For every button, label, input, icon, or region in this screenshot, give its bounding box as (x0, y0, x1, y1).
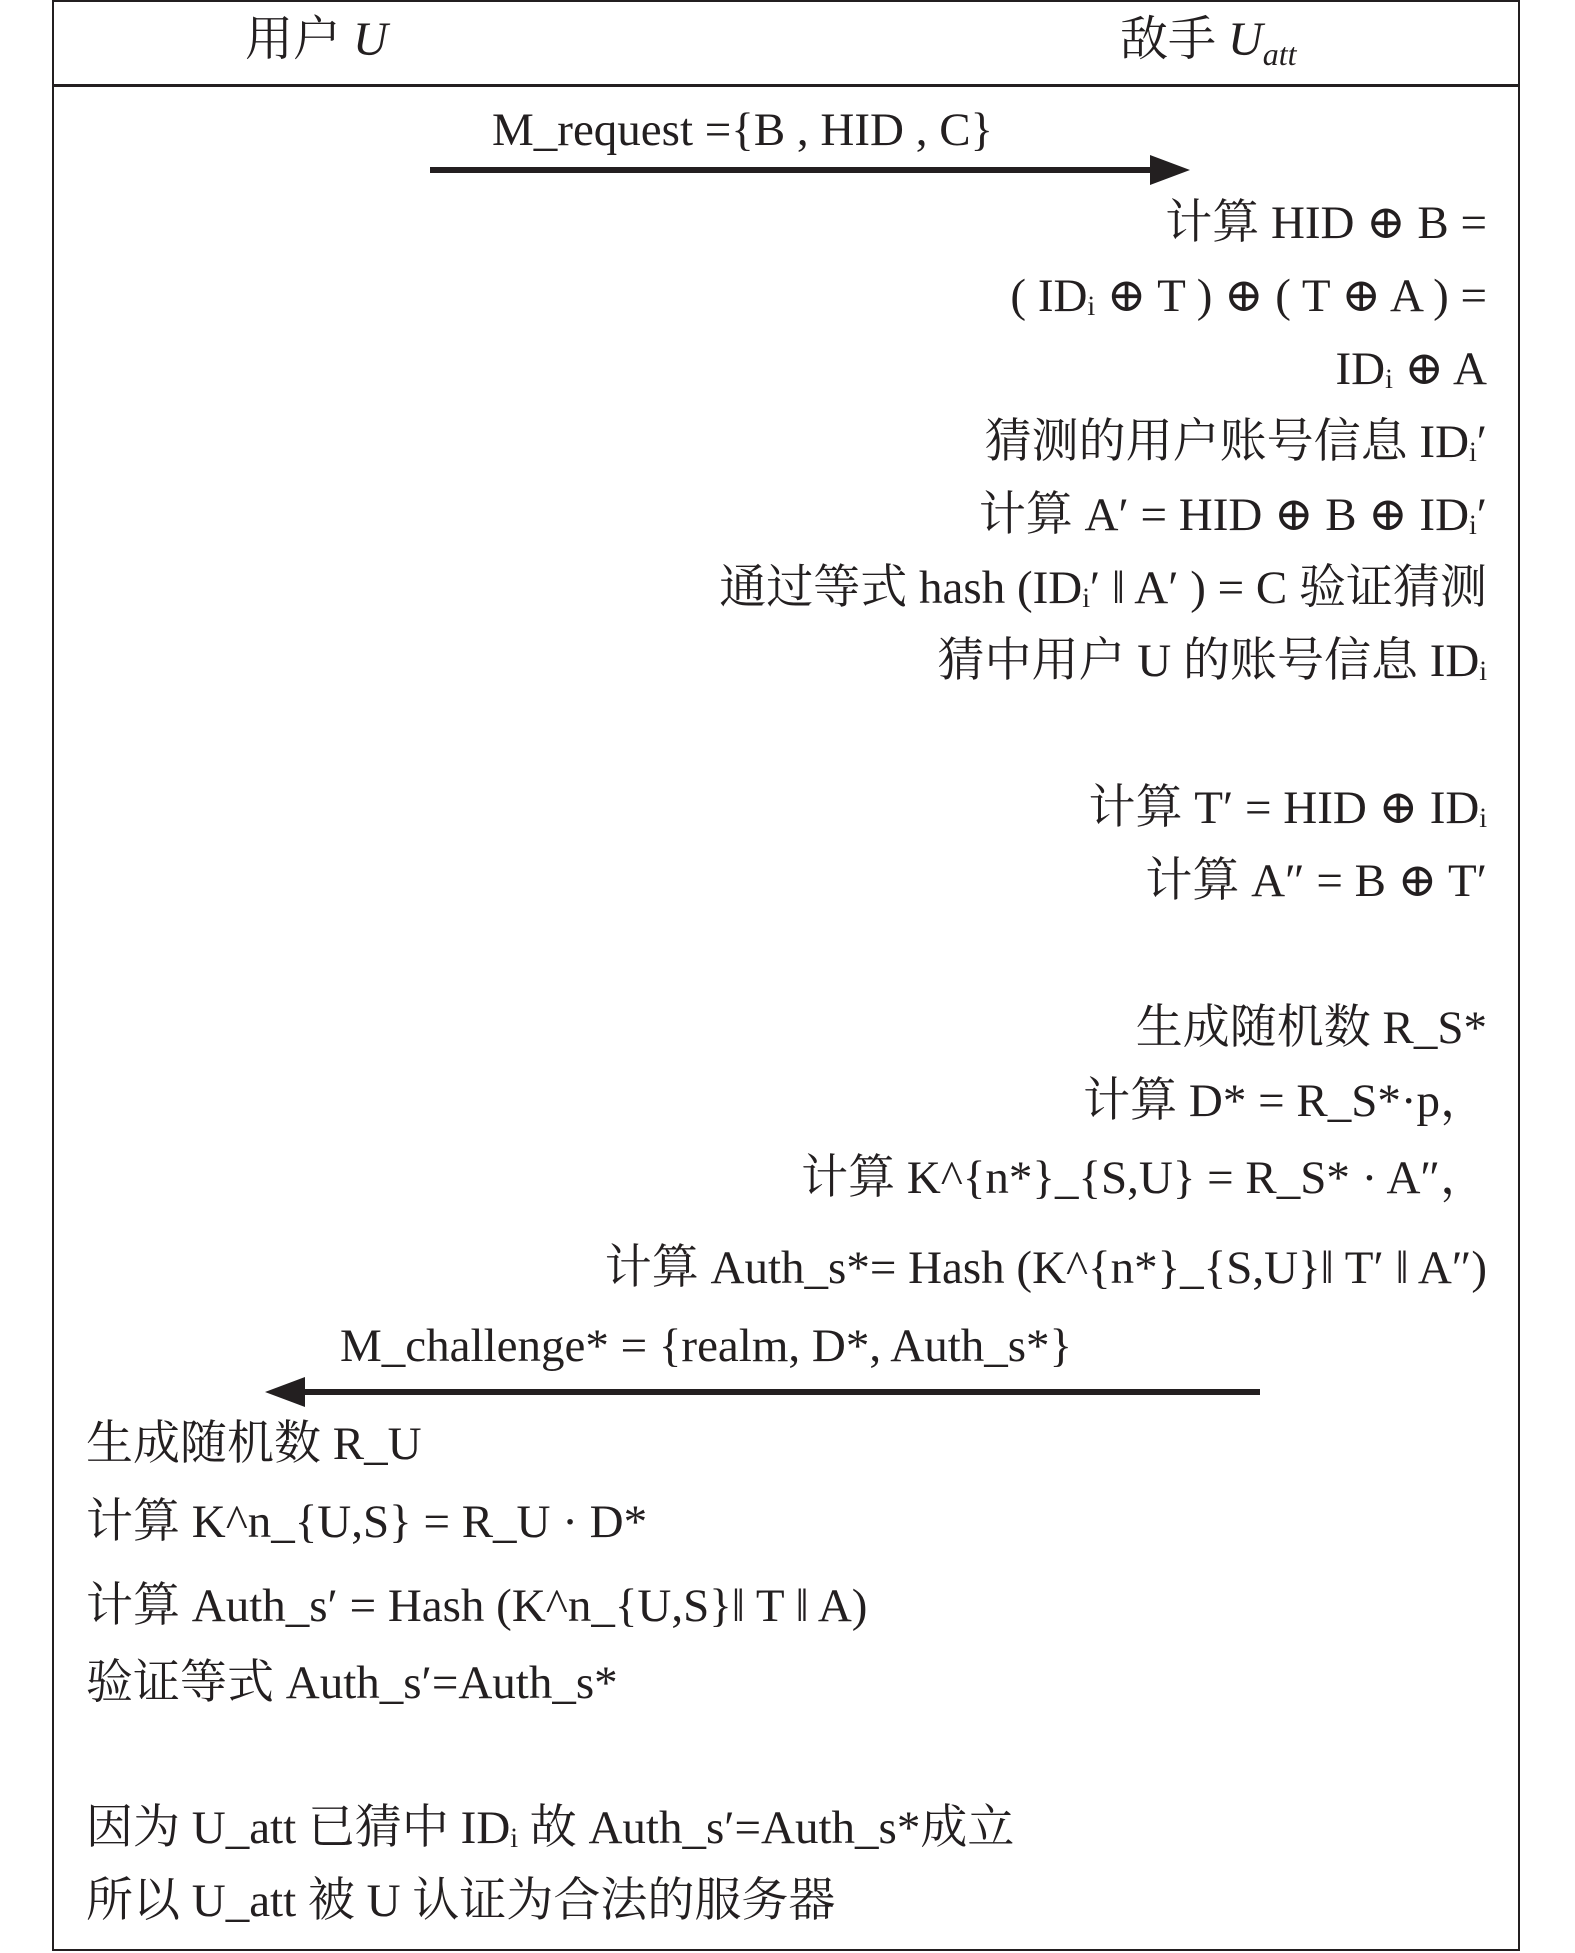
attacker-step-2: ( IDᵢ ⊕ T ) ⊕ ( T ⊕ A ) = (1010, 270, 1487, 322)
user-column-header (245, 8, 388, 72)
user-symbol: U (353, 13, 388, 66)
user-step-4: 验证等式 Auth_s′=Auth_s* (86, 1657, 618, 1709)
user-step-1: 生成随机数 R_U (86, 1418, 422, 1470)
user-step-3: 计算 Auth_s′ = Hash (K^n_{U,S}‖ T ‖ A) (86, 1580, 868, 1632)
attacker-step-9: 计算 A″ = B ⊕ T′ (1145, 855, 1487, 907)
attacker-step-13: 计算 Auth_s*= Hash (K^{n*}_{S,U}‖ T′ ‖ A″) (604, 1242, 1487, 1294)
attacker-symbol: U (1228, 13, 1263, 66)
attacker-step-6: 通过等式 hash (IDᵢ′ ‖ A′ ) = C 验证猜测 (719, 562, 1487, 614)
attacker-step-3: IDᵢ ⊕ A (1335, 343, 1487, 395)
user-label: 用户 (245, 13, 342, 66)
header-divider (52, 84, 1520, 87)
attacker-step-10: 生成随机数 R_S* (1135, 1002, 1487, 1054)
attacker-subscript: att (1262, 36, 1297, 72)
attacker-step-11: 计算 D* = R_S*·p， (1083, 1075, 1487, 1127)
conclusion-line-1: 因为 U_att 已猜中 IDᵢ 故 Auth_s′=Auth_s*成立 (86, 1802, 1015, 1854)
attacker-step-12: 计算 K^{n*}_{S,U} = R_S* · A″， (801, 1152, 1487, 1204)
request-message-label: M_request ={B , HID , C} (492, 104, 994, 156)
attacker-column-header (1120, 8, 1296, 72)
attacker-step-5: 计算 A′ = HID ⊕ B ⊕ IDᵢ′ (978, 489, 1487, 541)
challenge-arrow (265, 1377, 1260, 1407)
request-arrow (430, 155, 1190, 185)
attacker-label: 敌手 (1120, 13, 1217, 66)
user-step-2: 计算 K^n_{U,S} = R_U · D* (86, 1496, 648, 1548)
attacker-step-4: 猜测的用户账号信息 IDᵢ′ (984, 416, 1487, 468)
challenge-message-label: M_challenge* = {realm, D*, Auth_s*} (340, 1320, 1073, 1372)
conclusion-line-2: 所以 U_att 被 U 认证为合法的服务器 (86, 1875, 836, 1927)
attacker-step-8: 计算 T′ = HID ⊕ IDᵢ (1088, 782, 1487, 834)
attacker-step-7: 猜中用户 U 的账号信息 IDᵢ (937, 635, 1487, 687)
attacker-step-1: 计算 HID ⊕ B = (1165, 197, 1487, 249)
